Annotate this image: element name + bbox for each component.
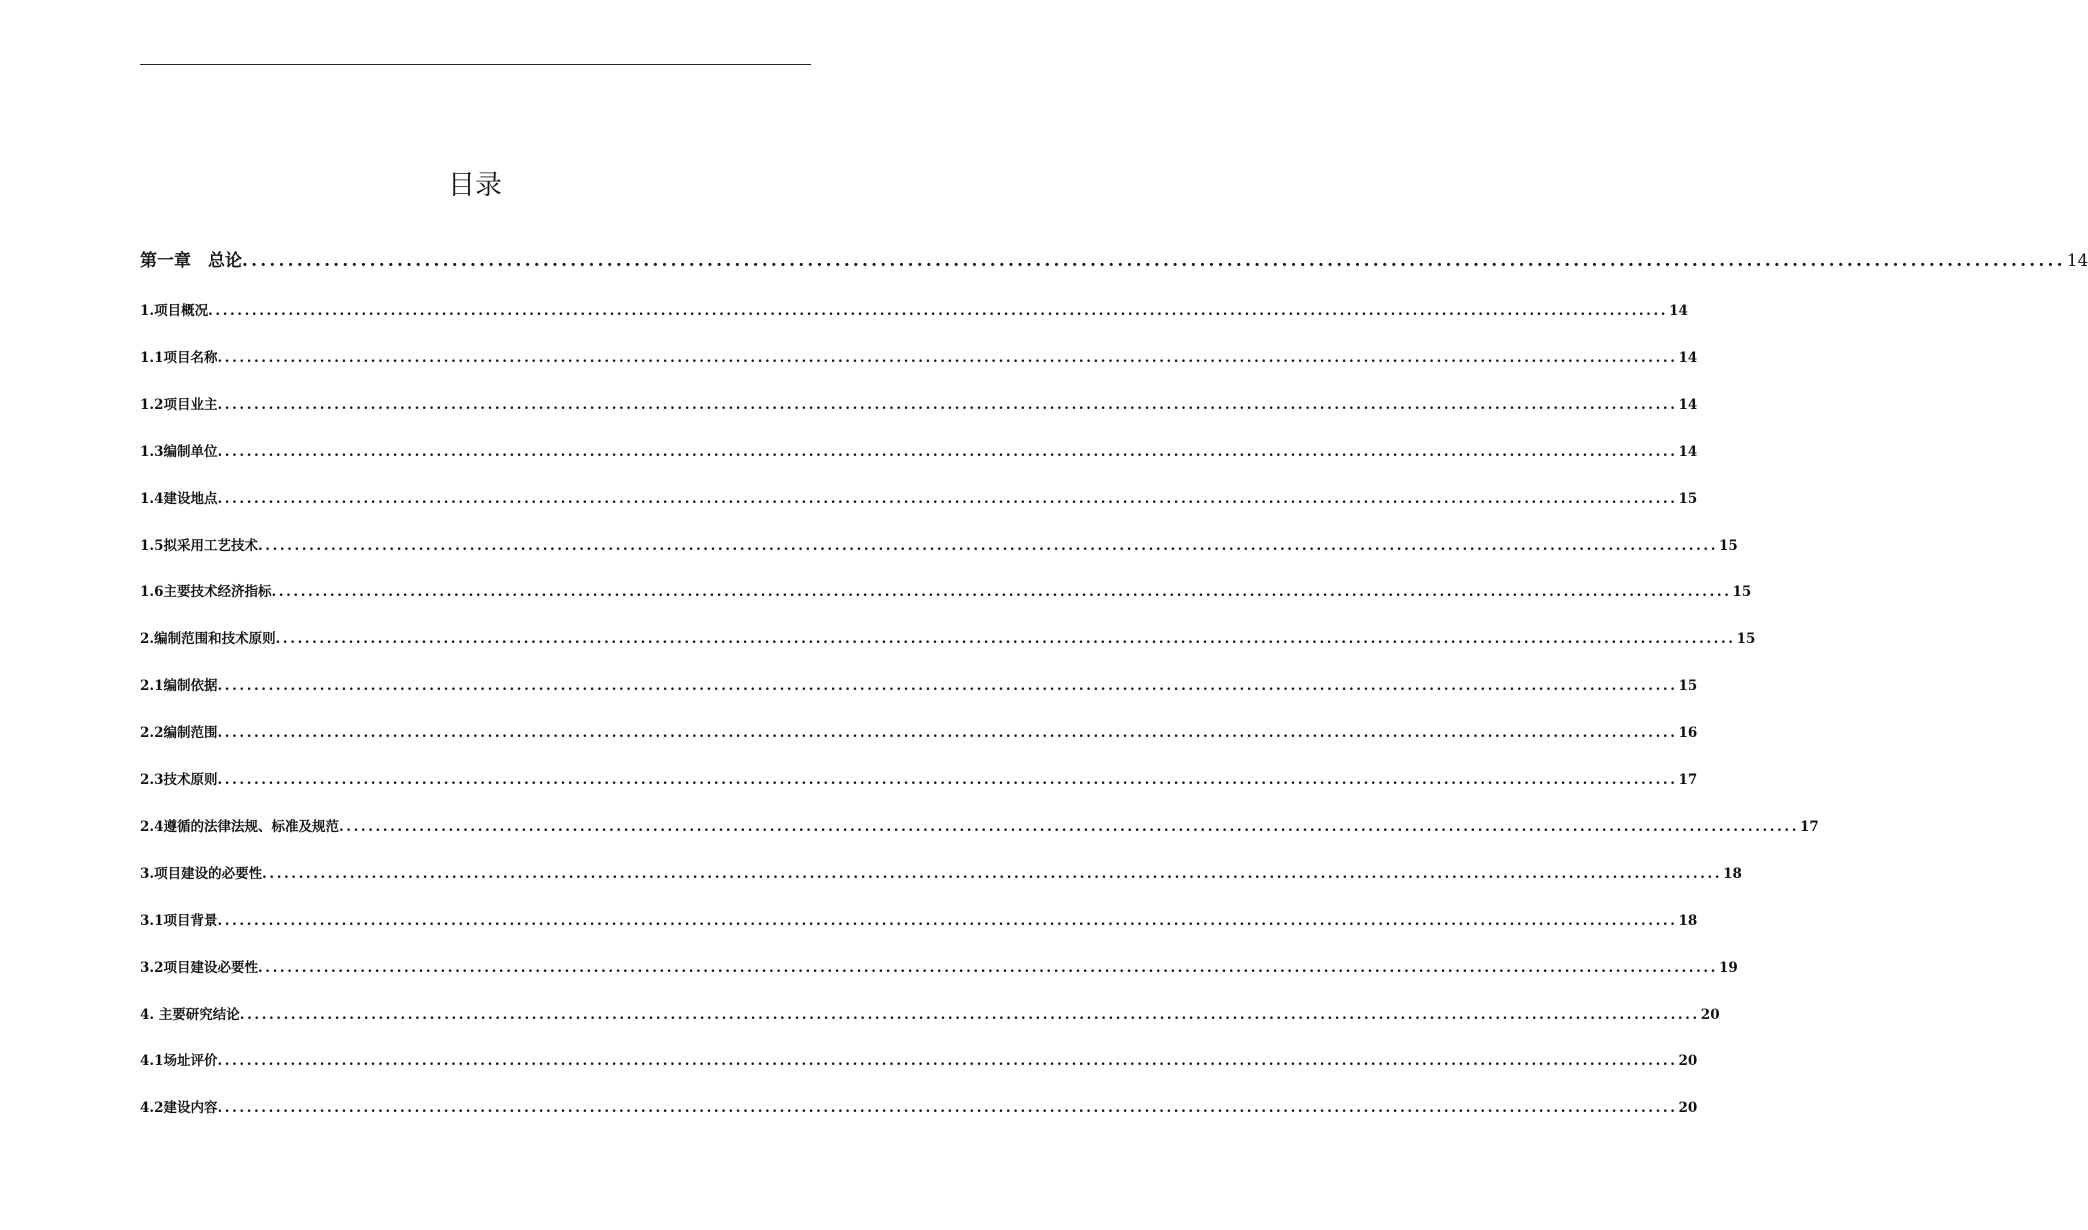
- toc-dot-leader: ........................................................................................................................................................................................................: [242, 251, 2066, 271]
- toc-page-number: 14: [2066, 251, 2088, 271]
- toc-entry-label: 1.3编制单位: [140, 443, 218, 460]
- toc-page-number: 14: [1678, 396, 1698, 413]
- toc-entry-label: 3.1项目背景: [140, 912, 218, 929]
- toc-entry[interactable]: [140, 770, 1698, 790]
- toc-entry-label: 1.2项目业主: [140, 396, 218, 413]
- toc-dot-leader: ........................................................................................................................................................................................................: [258, 959, 1718, 976]
- toc-entry-label: 2.1编制依据: [140, 678, 218, 695]
- toc-dot-leader: ........................................................................................................................................................................................................: [217, 1100, 1678, 1117]
- toc-entry[interactable]: [140, 676, 1698, 696]
- toc-dot-leader: ........................................................................................................................................................................................................: [262, 865, 1723, 882]
- toc-page-number: 15: [1719, 537, 1738, 554]
- toc-entry[interactable]: [140, 582, 1752, 602]
- toc-page-number: 14: [1669, 303, 1688, 319]
- toc-dot-leader: ........................................................................................................................................................................................................: [217, 678, 1678, 695]
- toc-entry-label: 2.4遵循的法律法规、标准及规范: [140, 818, 339, 835]
- toc-entry-label: 4.1场址评价: [140, 1053, 218, 1070]
- toc-dot-leader: ........................................................................................................................................................................................................: [275, 631, 1736, 648]
- toc-entry-label: 第一章 总论: [140, 251, 242, 271]
- toc-title: 目录: [448, 170, 502, 201]
- toc-entry[interactable]: [140, 489, 1698, 509]
- toc-page-number: 15: [1736, 631, 1756, 648]
- toc-page-number: 14: [1678, 349, 1698, 366]
- toc-entry[interactable]: [140, 958, 1738, 978]
- toc-page-number: 17: [1800, 818, 1819, 835]
- toc-page-number: 15: [1678, 490, 1698, 507]
- toc-entry-label: 3.项目建设的必要性: [140, 865, 263, 882]
- toc-entry-label: 1.6主要技术经济指标: [140, 584, 272, 601]
- toc-dot-leader: ........................................................................................................................................................................................................: [217, 725, 1678, 742]
- toc-page-number: 16: [1678, 725, 1698, 742]
- toc-dot-leader: ........................................................................................................................................................................................................: [208, 303, 1669, 319]
- toc-chapter-entry[interactable]: [140, 249, 2088, 273]
- toc-dot-leader: ........................................................................................................................................................................................................: [339, 818, 1799, 835]
- toc-dot-leader: ........................................................................................................................................................................................................: [258, 537, 1718, 554]
- toc-entry-label: 2.2编制范围: [140, 725, 218, 742]
- toc-dot-leader: ........................................................................................................................................................................................................: [217, 912, 1678, 929]
- toc-entry[interactable]: [140, 395, 1698, 415]
- toc-dot-leader: ........................................................................................................................................................................................................: [271, 584, 1732, 601]
- toc-entry[interactable]: [140, 1098, 1698, 1118]
- toc-page-number: 14: [1678, 443, 1698, 460]
- toc-page-number: 17: [1678, 772, 1698, 788]
- toc-entry[interactable]: [140, 864, 1742, 884]
- toc-page-number: 20: [1678, 1100, 1698, 1117]
- toc-entry-label: 1.5拟采用工艺技术: [140, 537, 258, 554]
- toc-page-number: 18: [1723, 865, 1742, 882]
- toc-entry[interactable]: [140, 629, 1756, 649]
- toc-entry[interactable]: [140, 1005, 1720, 1025]
- toc-entry-label: 1.项目概况: [140, 303, 209, 319]
- toc-page-number: 18: [1678, 912, 1698, 929]
- toc-dot-leader: ........................................................................................................................................................................................................: [217, 349, 1678, 366]
- toc-entry[interactable]: [140, 723, 1698, 743]
- toc-dot-leader: ........................................................................................................................................................................................................: [217, 1053, 1678, 1070]
- toc-entry-label: 3.2项目建设必要性: [140, 959, 258, 976]
- toc-page-number: 15: [1732, 584, 1752, 601]
- toc-page-number: 15: [1678, 678, 1698, 695]
- toc-dot-leader: ........................................................................................................................................................................................................: [217, 443, 1678, 460]
- toc-entry-label: 4. 主要研究结论: [140, 1006, 240, 1023]
- toc-entry[interactable]: [140, 536, 1738, 556]
- toc-entry-label: 1.4建设地点: [140, 490, 218, 507]
- toc-dot-leader: ........................................................................................................................................................................................................: [217, 490, 1678, 507]
- toc-page-number: 19: [1719, 959, 1738, 976]
- toc-entry[interactable]: [140, 1051, 1698, 1071]
- toc-entry[interactable]: [140, 911, 1698, 931]
- toc-entry-label: 1.1项目名称: [140, 349, 218, 366]
- toc-page-number: 20: [1678, 1053, 1698, 1070]
- toc-page-number: 20: [1700, 1006, 1720, 1023]
- toc-entry[interactable]: [140, 348, 1698, 368]
- toc-entry-label: 4.2建设内容: [140, 1100, 218, 1117]
- toc-entry[interactable]: [140, 817, 1819, 837]
- toc-entry[interactable]: [140, 442, 1698, 462]
- toc-dot-leader: ........................................................................................................................................................................................................: [217, 772, 1678, 788]
- toc-dot-leader: ........................................................................................................................................................................................................: [217, 396, 1678, 413]
- toc-entry-label: 2.3技术原则: [140, 772, 218, 788]
- toc-entry-label: 2.编制范围和技术原则: [140, 631, 276, 648]
- toc-entry[interactable]: [140, 301, 1688, 321]
- toc-dot-leader: ........................................................................................................................................................................................................: [239, 1006, 1700, 1023]
- header-rule: [140, 64, 811, 65]
